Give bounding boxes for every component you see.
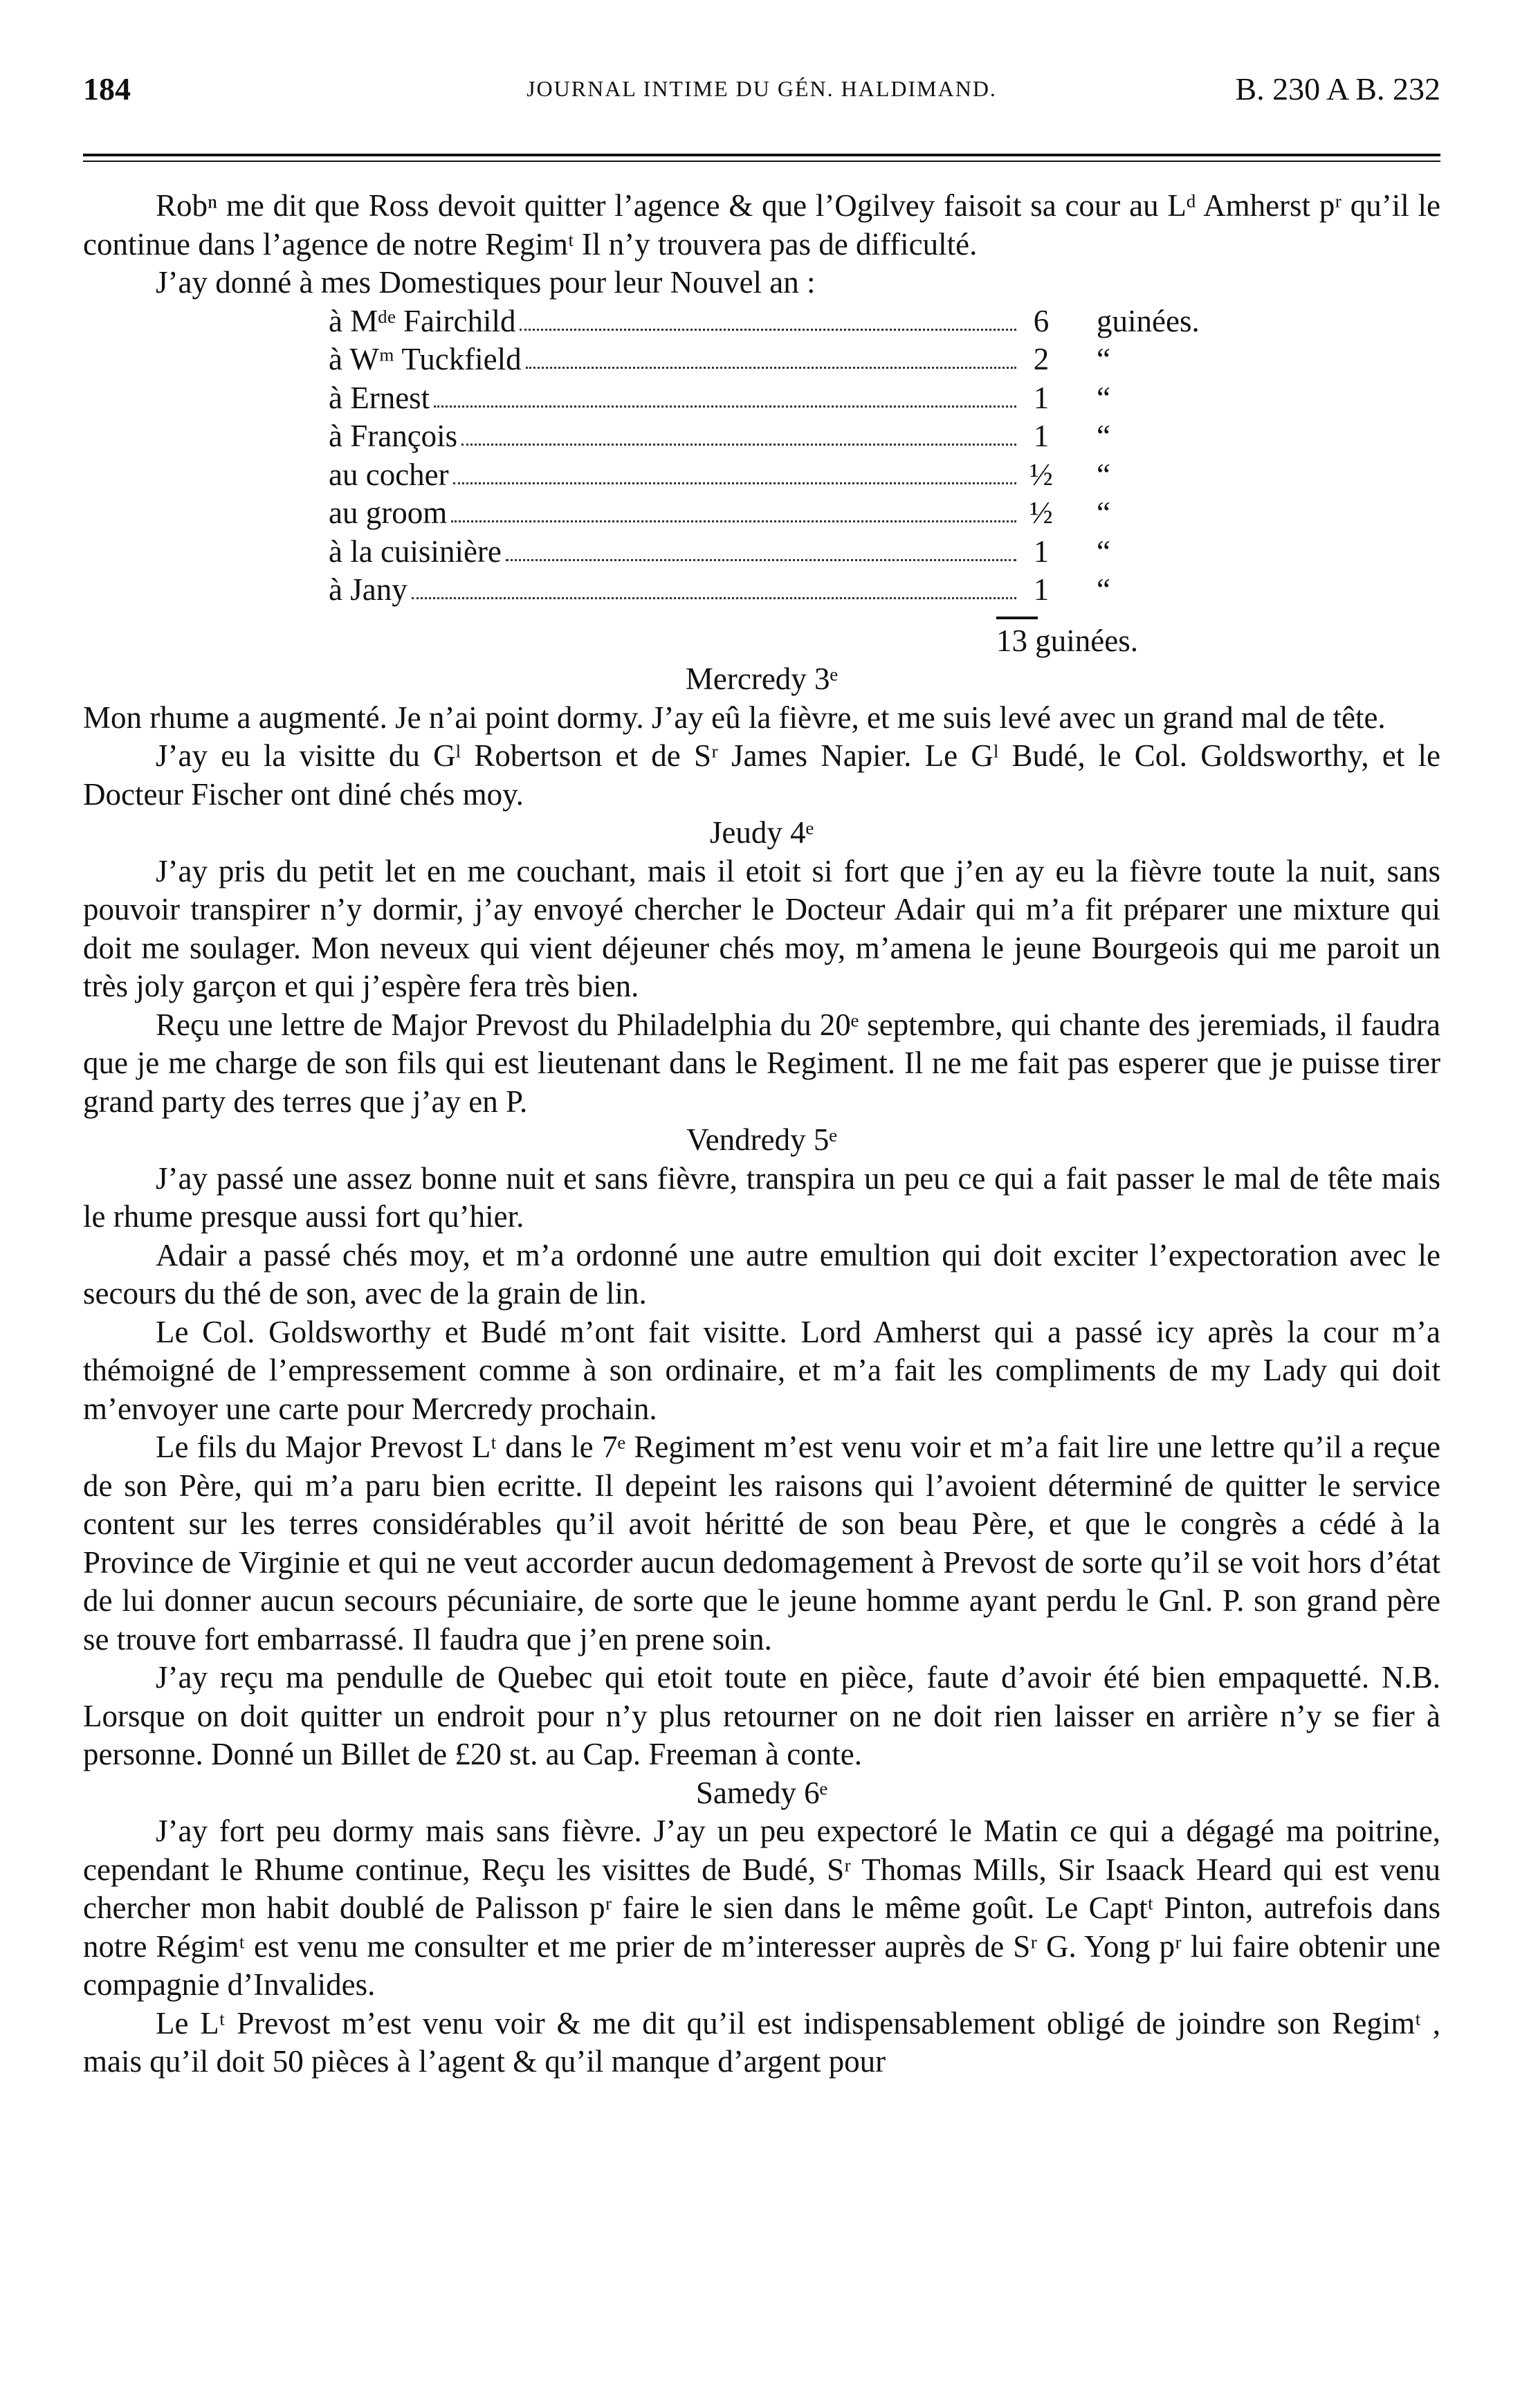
gift-row	[329, 533, 1440, 572]
paragraph: Reçu une lettre de Major Prevost du Philadelphia du 20ᵉ septembre, qui chante des jeremiads, il faudra que je me charge de son fils qui est lieutenant dans le Regiment. Il ne me fait pas esperer que je puisse tirer grand party des terres que j’ay en P.	[83, 1007, 1440, 1119]
journal-text	[83, 187, 1440, 2081]
paragraph: J’ay reçu ma pendulle de Quebec qui etoit toute en pièce, faute d’avoir été bien empaquetté. N.B. Lorsque on doit quitter un endroit pour n’y plus retourner on ne doit rien laisser en arrière n’y se fier à personne. Donné un Billet de £20 st. au Cap. Freeman à conte.	[83, 1660, 1440, 1771]
gift-unit: “	[1097, 457, 1110, 492]
gift-recipient: à Mᵈᵉ Fairchild	[329, 303, 516, 338]
paragraph: J’ay donné à mes Domestiques pour leur Nouvel an :	[156, 265, 816, 300]
gift-amount: 1	[1033, 380, 1050, 415]
paragraph: J’ay eu la visitte du Gˡ Robertson et de Sʳ James Napier. Le Gˡ Budé, le Col. Goldsworthy, et le Docteur Fischer ont diné chés moy.	[83, 738, 1440, 812]
gift-row	[329, 494, 1440, 533]
header-rule-thick	[83, 154, 1440, 156]
gift-recipient: au cocher	[329, 457, 449, 492]
gift-unit: “	[1097, 533, 1110, 569]
gift-amount: ½	[1029, 495, 1053, 530]
paragraph: Le Lᵗ Prevost m’est venu voir & me dit qu’il est indispensablement obligé de joindre son Regimᵗ , mais qu’il doit 50 pièces à l’agent & qu’il manque d’argent pour	[83, 2005, 1440, 2079]
gift-row	[329, 456, 1440, 495]
paragraph: J’ay fort peu dormy mais sans fièvre. J’ay un peu expectoré le Matin ce qui a dégagé ma poitrine, cependant le Rhume continue, Reçu les visittes de Budé, Sʳ Thomas Mills, Sir Isaack Heard qui est venu chercher mon habit doublé de Palisson pʳ faire le sien dans le même goût. Le Captᵗ Pinton, autrefois dans notre Régimᵗ est venu me consulter et me prier de m’interesser auprès de Sʳ G. Yong pʳ lui faire obtenir une compagnie d’Invalides.	[83, 1814, 1440, 2002]
gift-row	[329, 571, 1440, 610]
gift-row	[329, 417, 1440, 456]
gift-amount: 1	[1033, 572, 1050, 607]
page-range: B. 230 A B. 232	[1235, 71, 1440, 107]
date-heading: Samedy 6ᵉ	[695, 1775, 828, 1810]
paragraph: J’ay pris du petit let en me couchant, mais il etoit si fort que j’en ay eu la fièvre toute la nuit, sans pouvoir transpirer n’y dormir, j’ay envoyé chercher le Docteur Adair qui m’a fit préparer une mixture qui doit me soulager. Mon neveux qui vient déjeuner chés moy, m’amena le jeune Bourgeois qui me paroit un très joly garçon et qui j’espère fera très bien.	[83, 853, 1440, 1003]
gift-recipient: au groom	[329, 495, 448, 530]
gift-unit: “	[1097, 380, 1110, 415]
date-heading: Vendredy 5ᵉ	[686, 1122, 837, 1157]
gift-recipient: à François	[329, 419, 458, 453]
gift-row	[329, 340, 1440, 379]
gift-unit: “	[1097, 572, 1110, 607]
page-header	[83, 64, 1440, 112]
gift-unit: guinées.	[1097, 303, 1200, 338]
gift-amount: 2	[1033, 342, 1050, 376]
gift-row	[329, 302, 1440, 341]
gift-recipient: à Ernest	[329, 380, 430, 415]
gift-unit: “	[1097, 495, 1110, 530]
total-rule	[996, 617, 1038, 619]
paragraph: Mon rhume a augmenté. Je n’ai point dormy. J’ay eû la fièvre, et me suis levé avec un grand mal de tête.	[83, 700, 1386, 735]
gift-recipient: à la cuisinière	[329, 533, 502, 569]
gift-amount: 6	[1033, 303, 1050, 338]
gift-total: 13 guinées.	[996, 623, 1138, 658]
page-number: 184	[83, 71, 131, 107]
date-heading: Mercredy 3ᵉ	[685, 662, 839, 696]
paragraph: J’ay passé une assez bonne nuit et sans fièvre, transpira un peu ce qui a fait passer le mal de tête mais le rhume presque aussi fort qu’hier.	[83, 1160, 1440, 1234]
gift-amount: 1	[1033, 533, 1050, 569]
paragraph: Le Col. Goldsworthy et Budé m’ont fait visitte. Lord Amherst qui a passé icy après la cour m’a thémoigné de l’empressement comme à son ordinaire, et m’a fait les compliments de my Lady qui doit m’envoyer une carte pour Mercredy prochain.	[83, 1314, 1440, 1426]
date-heading: Jeudy 4ᵉ	[709, 815, 814, 850]
paragraph: Adair a passé chés moy, et m’a ordonné une autre emultion qui doit exciter l’expectoration avec le secours du thé de son, avec de la grain de lin.	[83, 1237, 1440, 1311]
gift-row	[329, 379, 1440, 418]
gift-recipient: à Jany	[329, 572, 408, 607]
gift-recipient: à Wᵐ Tuckfield	[329, 342, 522, 376]
gift-amount: 1	[1033, 419, 1050, 453]
header-rule-thin	[83, 161, 1440, 162]
gift-list	[329, 302, 1440, 610]
gift-unit: “	[1097, 342, 1110, 376]
paragraph: Le fils du Major Prevost Lᵗ dans le 7ᵉ Regiment m’est venu voir et m’a fait lire une lettre qu’il a reçue de son Père, qui m’a paru bien ecritte. Il depeint les raisons qui l’avoient déterminé de quitter le service content sur les terres considérables qu’il avoit héritté de son beau Père, et que le congrès a cédé à la Province de Virginie et qui ne veut accorder aucun dedomagement à Prevost de sorte qu’il se voit hors d’état de lui donner aucun secours pécuniaire, de sorte que le jeune homme ayant perdu le Gnl. P. son grand père se trouve fort embarrassé. Il faudra que j’en prene soin.	[83, 1430, 1440, 1657]
gift-unit: “	[1097, 419, 1110, 453]
paragraph: Robⁿ me dit que Ross devoit quitter l’agence & que l’Ogilvey faisoit sa cour au Lᵈ Amherst pʳ qu’il le continue dans l’agence de notre Regimᵗ Il n’y trouvera pas de difficulté.	[83, 188, 1440, 262]
running-title: JOURNAL INTIME DU GÉN. HALDIMAND.	[526, 76, 997, 101]
gift-amount: ½	[1029, 457, 1053, 492]
